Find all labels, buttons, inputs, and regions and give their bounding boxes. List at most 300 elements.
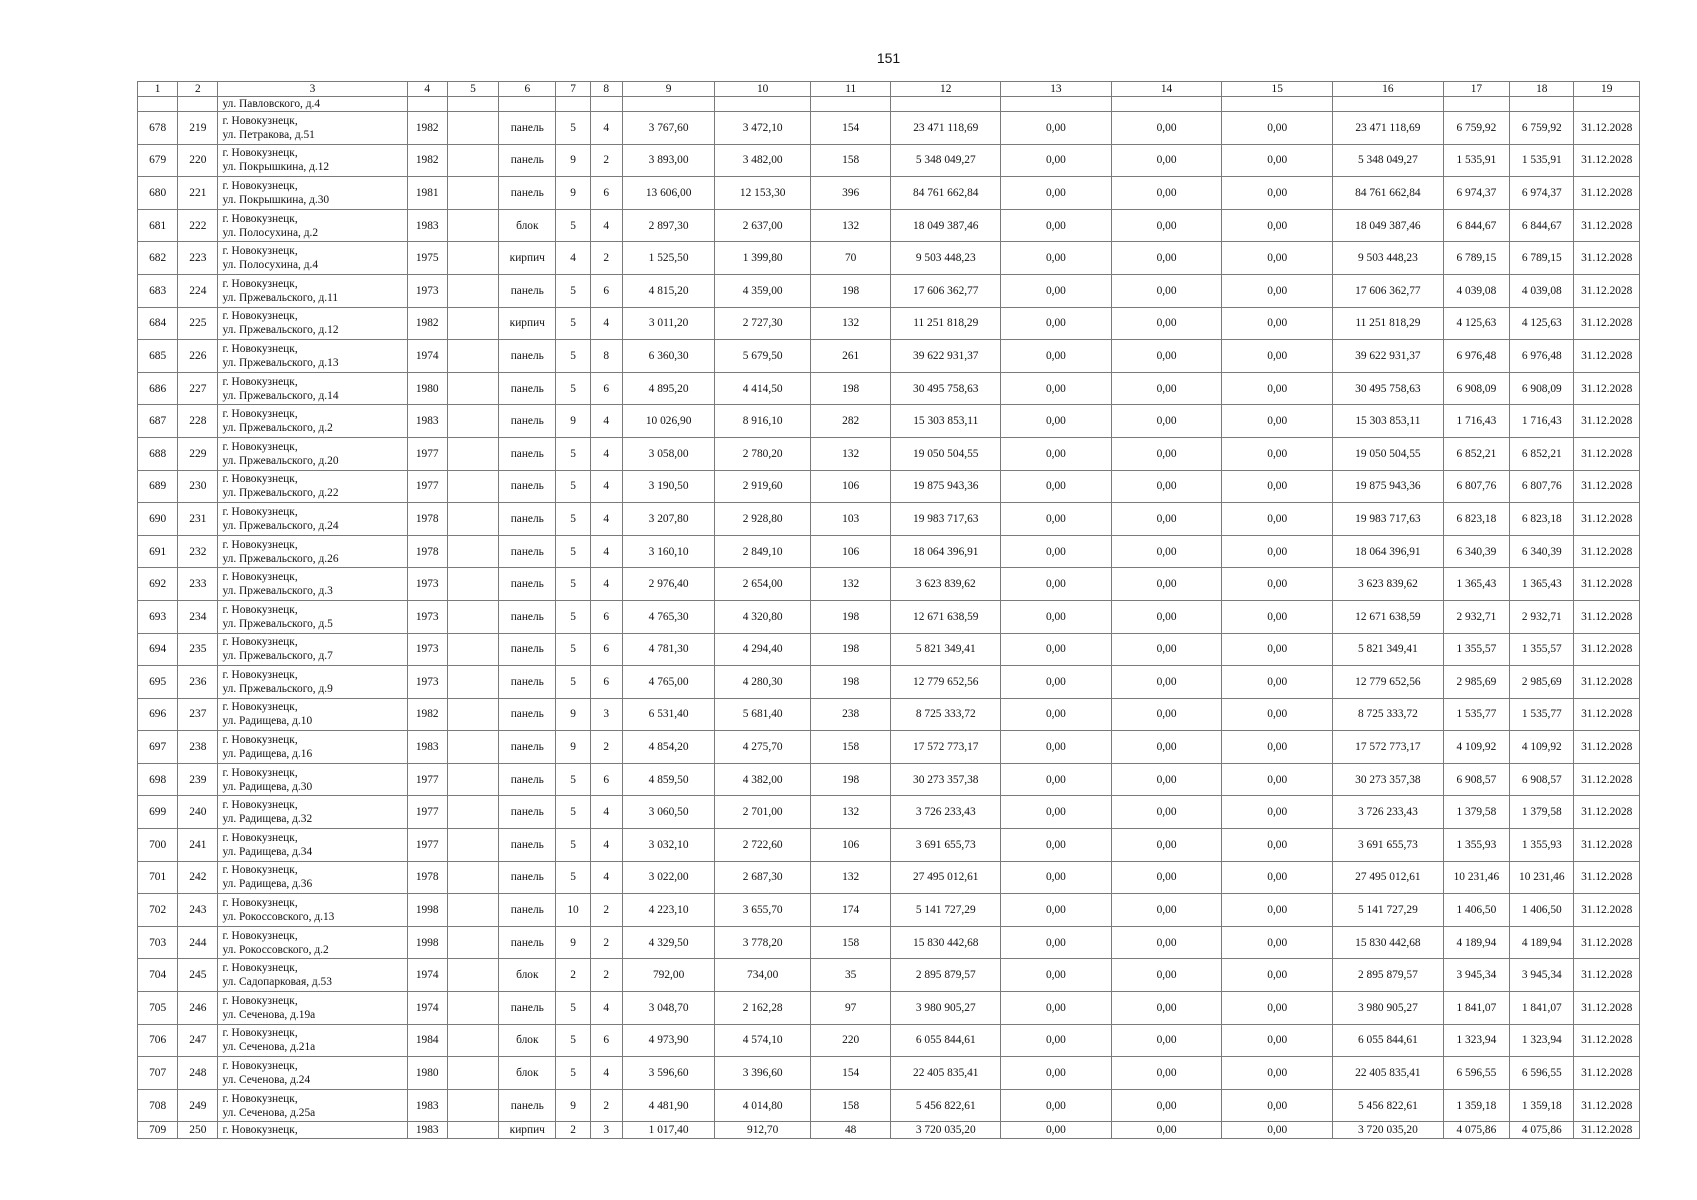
col-5 — [447, 992, 498, 1025]
year-built: 1982 — [407, 144, 447, 177]
row-number: 692 — [138, 568, 178, 601]
entrances: 4 — [590, 209, 622, 242]
unit-cost: 1 535,91 — [1443, 144, 1509, 177]
cost-13: 0,00 — [1001, 894, 1112, 927]
residents: 158 — [810, 1089, 890, 1122]
cost-15: 0,00 — [1222, 926, 1333, 959]
column-header-14: 14 — [1111, 82, 1222, 97]
cost-15: 0,00 — [1222, 959, 1333, 992]
floors: 5 — [556, 470, 590, 503]
living-area: 2 780,20 — [715, 437, 811, 470]
residents: 103 — [810, 503, 890, 536]
cost-16: 39 622 931,37 — [1333, 340, 1444, 373]
table-row — [138, 274, 1640, 307]
cost-16: 23 471 118,69 — [1333, 112, 1444, 145]
cost-13: 0,00 — [1001, 763, 1112, 796]
address-cell — [218, 600, 407, 633]
total-area: 13 606,00 — [622, 177, 715, 210]
address-street: ул. Радищева, д.10 — [222, 715, 313, 728]
total-area: 3 190,50 — [622, 470, 715, 503]
deadline: 31.12.2028 — [1574, 340, 1640, 373]
max-unit-cost: 1 841,07 — [1510, 992, 1574, 1025]
address-cell — [218, 959, 407, 992]
address-city: г. Новокузнецк, — [222, 114, 298, 127]
row-number: 706 — [138, 1024, 178, 1057]
cost-15: 0,00 — [1222, 796, 1333, 829]
row-number: 686 — [138, 372, 178, 405]
cost-15: 0,00 — [1222, 633, 1333, 666]
address-street: ул. Пржевальского, д.22 — [222, 487, 339, 500]
wall-material: панель — [499, 470, 556, 503]
row-number: 694 — [138, 633, 178, 666]
unit-cost: 6 807,76 — [1443, 470, 1509, 503]
address-street: ул. Радищева, д.16 — [222, 748, 313, 761]
cost-13: 0,00 — [1001, 1057, 1112, 1090]
max-unit-cost: 6 596,55 — [1510, 1057, 1574, 1090]
wall-material: панель — [499, 568, 556, 601]
year-built: 1984 — [407, 1024, 447, 1057]
col-5 — [447, 242, 498, 275]
living-area: 5 681,40 — [715, 698, 811, 731]
total-cost: 18 064 396,91 — [891, 535, 1001, 568]
deadline: 31.12.2028 — [1574, 209, 1640, 242]
row-index: 245 — [178, 959, 218, 992]
col-5 — [447, 1057, 498, 1090]
cost-14: 0,00 — [1111, 796, 1222, 829]
table-row — [138, 763, 1640, 796]
table-row — [138, 731, 1640, 764]
col-5 — [447, 112, 498, 145]
address-street: ул. Радищева, д.34 — [222, 845, 313, 858]
row-index: 242 — [178, 861, 218, 894]
deadline: 31.12.2028 — [1574, 992, 1640, 1025]
cost-16: 2 895 879,57 — [1333, 959, 1444, 992]
entrances: 6 — [590, 600, 622, 633]
address-cell — [218, 177, 407, 210]
residents: 132 — [810, 307, 890, 340]
address-city: г. Новокузнецк, — [222, 1060, 298, 1073]
col-5 — [447, 340, 498, 373]
cost-13: 0,00 — [1001, 861, 1112, 894]
cost-15: 0,00 — [1222, 372, 1333, 405]
cost-15: 0,00 — [1222, 307, 1333, 340]
cost-13: 0,00 — [1001, 112, 1112, 145]
total-cost: 3 691 655,73 — [891, 829, 1001, 862]
deadline: 31.12.2028 — [1574, 177, 1640, 210]
cost-13: 0,00 — [1001, 568, 1112, 601]
deadline: 31.12.2028 — [1574, 829, 1640, 862]
address-city: г. Новокузнецк, — [222, 701, 298, 714]
living-area: 4 414,50 — [715, 372, 811, 405]
total-area: 3 596,60 — [622, 1057, 715, 1090]
entrances: 2 — [590, 959, 622, 992]
entrances: 6 — [590, 177, 622, 210]
year-built: 1983 — [407, 405, 447, 438]
unit-cost: 10 231,46 — [1443, 861, 1509, 894]
row-number: 688 — [138, 437, 178, 470]
address-city: г. Новокузнецк, — [222, 1092, 298, 1105]
last-row-cell: 31.12.2028 — [1574, 1122, 1640, 1139]
row-index: 223 — [178, 242, 218, 275]
entrances: 4 — [590, 861, 622, 894]
row-index: 240 — [178, 796, 218, 829]
column-header-18: 18 — [1510, 82, 1574, 97]
address-city: г. Новокузнецк, — [222, 636, 298, 649]
address-city: г. Новокузнецк, — [218, 1122, 407, 1139]
max-unit-cost: 1 535,77 — [1510, 698, 1574, 731]
entrances: 6 — [590, 666, 622, 699]
table-row — [138, 470, 1640, 503]
cost-13: 0,00 — [1001, 1024, 1112, 1057]
total-area: 4 329,50 — [622, 926, 715, 959]
row-index: 224 — [178, 274, 218, 307]
cost-13: 0,00 — [1001, 535, 1112, 568]
cost-15: 0,00 — [1222, 1089, 1333, 1122]
address-street: ул. Петракова, д.51 — [222, 128, 315, 141]
max-unit-cost: 1 379,58 — [1510, 796, 1574, 829]
table-row — [138, 992, 1640, 1025]
cost-14: 0,00 — [1111, 470, 1222, 503]
cost-13: 0,00 — [1001, 731, 1112, 764]
continuation-address: ул. Павловского, д.4 — [218, 97, 407, 112]
address-city: г. Новокузнецк, — [222, 342, 298, 355]
wall-material: панель — [499, 600, 556, 633]
cost-16: 19 875 943,36 — [1333, 470, 1444, 503]
column-header-5: 5 — [447, 82, 498, 97]
deadline: 31.12.2028 — [1574, 307, 1640, 340]
wall-material: панель — [499, 437, 556, 470]
wall-material: панель — [499, 926, 556, 959]
row-number: 708 — [138, 1089, 178, 1122]
total-area: 3 011,20 — [622, 307, 715, 340]
row-number: 681 — [138, 209, 178, 242]
total-cost: 18 049 387,46 — [891, 209, 1001, 242]
col-5 — [447, 144, 498, 177]
cost-13: 0,00 — [1001, 829, 1112, 862]
row-index: 225 — [178, 307, 218, 340]
cost-16: 3 726 233,43 — [1333, 796, 1444, 829]
max-unit-cost: 4 039,08 — [1510, 274, 1574, 307]
total-area: 3 060,50 — [622, 796, 715, 829]
total-cost: 12 671 638,59 — [891, 600, 1001, 633]
row-number: 679 — [138, 144, 178, 177]
address-cell — [218, 209, 407, 242]
unit-cost: 1 323,94 — [1443, 1024, 1509, 1057]
unit-cost: 6 908,09 — [1443, 372, 1509, 405]
floors: 9 — [556, 926, 590, 959]
living-area: 5 679,50 — [715, 340, 811, 373]
cost-16: 84 761 662,84 — [1333, 177, 1444, 210]
cost-14: 0,00 — [1111, 437, 1222, 470]
last-row-cell: 4 075,86 — [1443, 1122, 1509, 1139]
row-number: 698 — [138, 763, 178, 796]
cost-16: 15 303 853,11 — [1333, 405, 1444, 438]
cost-14: 0,00 — [1111, 405, 1222, 438]
address-cell — [218, 242, 407, 275]
max-unit-cost: 10 231,46 — [1510, 861, 1574, 894]
total-cost: 6 055 844,61 — [891, 1024, 1001, 1057]
cost-14: 0,00 — [1111, 1089, 1222, 1122]
residents: 132 — [810, 796, 890, 829]
wall-material: панель — [499, 698, 556, 731]
floors: 4 — [556, 242, 590, 275]
cost-16: 18 064 396,91 — [1333, 535, 1444, 568]
total-cost: 19 875 943,36 — [891, 470, 1001, 503]
max-unit-cost: 1 355,57 — [1510, 633, 1574, 666]
address-cell — [218, 894, 407, 927]
last-row-cell: 3 720 035,20 — [891, 1122, 1001, 1139]
cost-14: 0,00 — [1111, 633, 1222, 666]
cost-14: 0,00 — [1111, 731, 1222, 764]
last-row-cell: 4 075,86 — [1510, 1122, 1574, 1139]
cost-15: 0,00 — [1222, 340, 1333, 373]
address-street: ул. Садопарковая, д.53 — [222, 976, 332, 989]
row-index: 234 — [178, 600, 218, 633]
last-row-cell: 1983 — [407, 1122, 447, 1139]
col-5 — [447, 503, 498, 536]
cost-16: 9 503 448,23 — [1333, 242, 1444, 275]
last-row-cell: 2 — [556, 1122, 590, 1139]
row-index: 243 — [178, 894, 218, 927]
col-5 — [447, 535, 498, 568]
address-cell — [218, 405, 407, 438]
last-row-cell: 3 720 035,20 — [1333, 1122, 1444, 1139]
table-row — [138, 1089, 1640, 1122]
living-area: 8 916,10 — [715, 405, 811, 438]
floors: 9 — [556, 731, 590, 764]
address-street: ул. Покрышкина, д.30 — [222, 193, 330, 206]
year-built: 1977 — [407, 796, 447, 829]
entrances: 6 — [590, 372, 622, 405]
address-cell — [218, 437, 407, 470]
address-city: г. Новокузнецк, — [222, 310, 298, 323]
address-city: г. Новокузнецк, — [222, 245, 298, 258]
row-number: 690 — [138, 503, 178, 536]
max-unit-cost: 6 759,92 — [1510, 112, 1574, 145]
row-number: 705 — [138, 992, 178, 1025]
max-unit-cost: 1 323,94 — [1510, 1024, 1574, 1057]
col-5 — [447, 926, 498, 959]
year-built: 1974 — [407, 992, 447, 1025]
year-built: 1978 — [407, 503, 447, 536]
cost-14: 0,00 — [1111, 666, 1222, 699]
living-area: 2 727,30 — [715, 307, 811, 340]
row-index: 227 — [178, 372, 218, 405]
address-street: ул. Покрышкина, д.12 — [222, 161, 330, 174]
total-area: 3 022,00 — [622, 861, 715, 894]
floors: 2 — [556, 959, 590, 992]
total-cost: 17 572 773,17 — [891, 731, 1001, 764]
max-unit-cost: 6 844,67 — [1510, 209, 1574, 242]
total-area: 4 481,90 — [622, 1089, 715, 1122]
column-header-19: 19 — [1574, 82, 1640, 97]
address-city: г. Новокузнецк, — [222, 668, 298, 681]
cost-13: 0,00 — [1001, 796, 1112, 829]
floors: 5 — [556, 209, 590, 242]
wall-material: панель — [499, 144, 556, 177]
deadline: 31.12.2028 — [1574, 568, 1640, 601]
entrances: 2 — [590, 242, 622, 275]
cost-15: 0,00 — [1222, 992, 1333, 1025]
cost-16: 8 725 333,72 — [1333, 698, 1444, 731]
floors: 9 — [556, 405, 590, 438]
address-cell — [218, 112, 407, 145]
address-city: г. Новокузнецк, — [222, 147, 298, 160]
address-city: г. Новокузнецк, — [222, 212, 298, 225]
max-unit-cost: 6 908,09 — [1510, 372, 1574, 405]
cost-15: 0,00 — [1222, 503, 1333, 536]
cost-13: 0,00 — [1001, 470, 1112, 503]
address-street: ул. Пржевальского, д.20 — [222, 454, 339, 467]
row-index: 221 — [178, 177, 218, 210]
cost-13: 0,00 — [1001, 600, 1112, 633]
address-street: ул. Пржевальского, д.5 — [222, 617, 333, 630]
address-cell — [218, 340, 407, 373]
living-area: 2 722,60 — [715, 829, 811, 862]
total-cost: 27 495 012,61 — [891, 861, 1001, 894]
floors: 9 — [556, 698, 590, 731]
year-built: 1983 — [407, 731, 447, 764]
column-number-row — [138, 82, 1640, 97]
total-area: 3 032,10 — [622, 829, 715, 862]
floors: 5 — [556, 861, 590, 894]
cost-16: 19 050 504,55 — [1333, 437, 1444, 470]
year-built: 1974 — [407, 340, 447, 373]
row-index: 230 — [178, 470, 218, 503]
total-area: 3 893,00 — [622, 144, 715, 177]
wall-material: блок — [499, 1024, 556, 1057]
unit-cost: 3 945,34 — [1443, 959, 1509, 992]
cost-16: 15 830 442,68 — [1333, 926, 1444, 959]
wall-material: блок — [499, 209, 556, 242]
cost-16: 30 273 357,38 — [1333, 763, 1444, 796]
cost-14: 0,00 — [1111, 503, 1222, 536]
column-header-17: 17 — [1443, 82, 1509, 97]
row-number: 680 — [138, 177, 178, 210]
address-city: г. Новокузнецк, — [222, 505, 298, 518]
wall-material: панель — [499, 274, 556, 307]
deadline: 31.12.2028 — [1574, 112, 1640, 145]
living-area: 2 637,00 — [715, 209, 811, 242]
cost-13: 0,00 — [1001, 405, 1112, 438]
entrances: 6 — [590, 763, 622, 796]
deadline: 31.12.2028 — [1574, 470, 1640, 503]
unit-cost: 1 841,07 — [1443, 992, 1509, 1025]
max-unit-cost: 6 908,57 — [1510, 763, 1574, 796]
col-5 — [447, 763, 498, 796]
column-header-7: 7 — [556, 82, 590, 97]
residents: 106 — [810, 829, 890, 862]
entrances: 3 — [590, 698, 622, 731]
entrances: 6 — [590, 274, 622, 307]
cost-14: 0,00 — [1111, 535, 1222, 568]
residents: 158 — [810, 926, 890, 959]
address-street: ул. Сеченова, д.24 — [222, 1074, 311, 1087]
max-unit-cost: 1 535,91 — [1510, 144, 1574, 177]
living-area: 3 482,00 — [715, 144, 811, 177]
cost-16: 27 495 012,61 — [1333, 861, 1444, 894]
total-cost: 5 821 349,41 — [891, 633, 1001, 666]
living-area: 1 399,80 — [715, 242, 811, 275]
year-built: 1980 — [407, 372, 447, 405]
deadline: 31.12.2028 — [1574, 437, 1640, 470]
address-cell — [218, 1089, 407, 1122]
address-city: г. Новокузнецк, — [222, 179, 298, 192]
wall-material: панель — [499, 861, 556, 894]
cost-16: 5 141 727,29 — [1333, 894, 1444, 927]
address-cell — [218, 1057, 407, 1090]
floors: 5 — [556, 666, 590, 699]
max-unit-cost: 2 932,71 — [1510, 600, 1574, 633]
cost-14: 0,00 — [1111, 209, 1222, 242]
residents: 154 — [810, 112, 890, 145]
unit-cost: 1 535,77 — [1443, 698, 1509, 731]
address-street: ул. Рокоссовского, д.13 — [222, 911, 335, 924]
table-row — [138, 568, 1640, 601]
residents: 106 — [810, 470, 890, 503]
total-area: 6 531,40 — [622, 698, 715, 731]
col-5 — [447, 209, 498, 242]
address-city: г. Новокузнецк, — [222, 962, 298, 975]
max-unit-cost: 1 365,43 — [1510, 568, 1574, 601]
residents: 70 — [810, 242, 890, 275]
residents: 106 — [810, 535, 890, 568]
row-index: 219 — [178, 112, 218, 145]
address-city: г. Новокузнецк, — [222, 897, 298, 910]
max-unit-cost: 1 406,50 — [1510, 894, 1574, 927]
floors: 5 — [556, 992, 590, 1025]
row-number: 699 — [138, 796, 178, 829]
col-5 — [447, 698, 498, 731]
cost-16: 12 779 652,56 — [1333, 666, 1444, 699]
living-area: 3 396,60 — [715, 1057, 811, 1090]
living-area: 3 655,70 — [715, 894, 811, 927]
column-header-3: 3 — [218, 82, 407, 97]
floors: 5 — [556, 372, 590, 405]
year-built: 1974 — [407, 959, 447, 992]
floors: 5 — [556, 1024, 590, 1057]
address-street: ул. Пржевальского, д.11 — [222, 291, 339, 304]
row-index: 232 — [178, 535, 218, 568]
unit-cost: 1 355,93 — [1443, 829, 1509, 862]
housing-register-table — [137, 81, 1640, 1139]
total-cost: 5 141 727,29 — [891, 894, 1001, 927]
deadline: 31.12.2028 — [1574, 1057, 1640, 1090]
living-area: 3 778,20 — [715, 926, 811, 959]
total-cost: 19 050 504,55 — [891, 437, 1001, 470]
cost-14: 0,00 — [1111, 274, 1222, 307]
unit-cost: 6 974,37 — [1443, 177, 1509, 210]
residents: 132 — [810, 861, 890, 894]
table-row — [138, 666, 1640, 699]
cost-13: 0,00 — [1001, 177, 1112, 210]
cost-14: 0,00 — [1111, 568, 1222, 601]
wall-material: панель — [499, 829, 556, 862]
col-5 — [447, 274, 498, 307]
total-cost: 3 726 233,43 — [891, 796, 1001, 829]
living-area: 2 654,00 — [715, 568, 811, 601]
living-area: 2 928,80 — [715, 503, 811, 536]
cost-13: 0,00 — [1001, 242, 1112, 275]
total-area: 4 765,30 — [622, 600, 715, 633]
column-header-4: 4 — [407, 82, 447, 97]
total-cost: 3 623 839,62 — [891, 568, 1001, 601]
column-header-6: 6 — [499, 82, 556, 97]
unit-cost: 6 759,92 — [1443, 112, 1509, 145]
year-built: 1978 — [407, 861, 447, 894]
total-cost: 5 348 049,27 — [891, 144, 1001, 177]
table-row — [138, 405, 1640, 438]
